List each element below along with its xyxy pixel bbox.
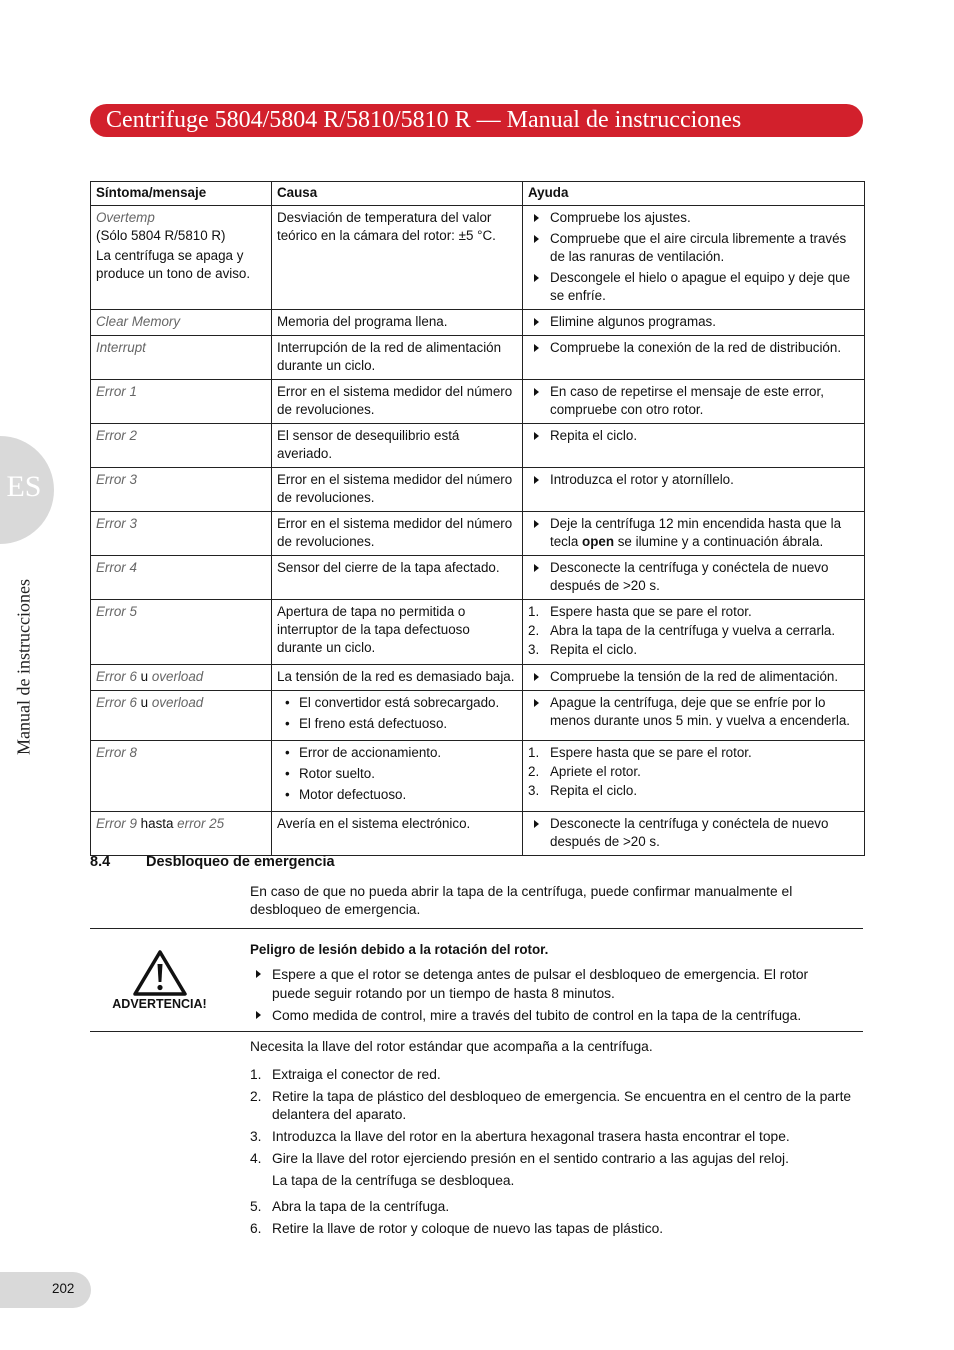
col-header-symptom: Síntoma/mensaje [91, 182, 272, 206]
cause-item: • Error de accionamiento. [285, 745, 442, 760]
symptom-message: Clear Memory [96, 314, 181, 329]
symptom-cell [91, 600, 272, 665]
key-name-open: open [582, 534, 615, 549]
symptom-note: La centrífuga se apaga y produce un tono de aviso. [96, 248, 251, 281]
help-step: 2. Abra la tapa de la centrífuga y vuelva a cerrarla. [528, 623, 836, 638]
cause-item: • El freno está defectuoso. [285, 716, 448, 731]
warning-title: Peligro de lesión debido a la rotación del rotor. [250, 942, 549, 957]
help-cell [523, 424, 865, 468]
triangle-bullet-icon [534, 214, 539, 222]
symptom-cell [91, 424, 272, 468]
symptom-note: (Sólo 5804 R/5810 R) [96, 228, 226, 243]
cause-cell: Sensor del cierre de la tapa afectado. [272, 556, 523, 600]
section-title: Desbloqueo de emergencia [146, 854, 335, 870]
help-cell [523, 336, 865, 380]
warning-triangle-icon [133, 950, 187, 996]
section-number: 8.4 [90, 854, 111, 870]
procedure-step: 4. Gire la llave del rotor ejerciendo presión en el sentido contrario a las agujas del reloj. La tapa de la centrífuga se desbloquea. [250, 1150, 860, 1190]
triangle-bullet-icon [534, 520, 539, 528]
help-item: Desconecte la centrífuga y conéctela de nuevo después de >20 s. [528, 815, 859, 851]
triangle-bullet-icon [534, 432, 539, 440]
symptom-cell [91, 336, 272, 380]
table-row [91, 424, 865, 468]
symptom-cell [91, 468, 272, 512]
symptom-message: Overtemp [96, 210, 155, 225]
help-cell [523, 665, 865, 691]
table-row [91, 556, 865, 600]
manual-title-bar: Centrifuge 5804/5804 R/5810/5810 R — Manual de instrucciones [90, 104, 863, 137]
table-row [91, 310, 865, 336]
triangle-bullet-icon [534, 673, 539, 681]
section-intro: En caso de que no pueda abrir la tapa de la centrífuga, puede confirmar manualmente el desbloqueo de emergencia. [250, 884, 793, 917]
help-item: Descongele el hielo o apague el equipo y deje que se enfríe. [528, 269, 859, 305]
help-cell [523, 468, 865, 512]
col-header-help: Ayuda [523, 182, 865, 206]
triangle-bullet-icon [534, 318, 539, 326]
help-item: Introduzca el rotor y atorníllelo. [528, 471, 859, 489]
symptom-message: Error 8 [96, 745, 137, 760]
warning-item: Como medida de control, mire a través del tubito de control en la tapa de la centrífuga. [250, 1006, 850, 1025]
triangle-bullet-icon [256, 970, 261, 978]
cause-cell: Error en el sistema medidor del número de revoluciones. [272, 512, 523, 556]
procedure-step: 3. Introduzca la llave del rotor en la abertura hexagonal trasera hasta encontrar el tope. [250, 1129, 790, 1144]
symptom-cell [91, 512, 272, 556]
table-row [91, 741, 865, 812]
cause-cell [272, 691, 523, 741]
symptom-message: Error 4 [96, 560, 137, 575]
table-header-row [91, 182, 865, 206]
help-cell [523, 380, 865, 424]
help-item: Repita el ciclo. [528, 427, 859, 445]
triangle-bullet-icon [534, 344, 539, 352]
help-item: Compruebe los ajustes. [528, 209, 859, 227]
table-row [91, 380, 865, 424]
triangle-bullet-icon [534, 476, 539, 484]
procedure-steps [250, 1066, 860, 1242]
symptom-cell [91, 206, 272, 310]
table-row [91, 600, 865, 665]
help-step: 1. Espere hasta que se pare el rotor. [528, 604, 752, 619]
triangle-bullet-icon [534, 820, 539, 828]
table-row [91, 512, 865, 556]
table-row [91, 665, 865, 691]
help-item: Compruebe que el aire circula libremente a través de las ranuras de ventilación. [528, 230, 859, 266]
help-item: Apague la centrífuga, deje que se enfríe por lo menos durante unos 5 min. y vuelva a encenderla. [528, 694, 859, 730]
help-item: Compruebe la tensión de la red de alimentación. [528, 668, 859, 686]
step-result: La tapa de la centrífuga se desbloquea. [272, 1173, 515, 1188]
help-step: 3. Repita el ciclo. [528, 783, 638, 798]
cause-cell: Error en el sistema medidor del número de revoluciones. [272, 380, 523, 424]
warning-item: Espere a que el rotor se detenga antes de pulsar el desbloqueo de emergencia. El rotor puede seguir rotando por un tiempo de hasta 8 minutos. [250, 965, 850, 1003]
help-cell [523, 600, 865, 665]
cause-item: • Rotor suelto. [285, 766, 375, 781]
help-cell [523, 512, 865, 556]
help-cell [523, 691, 865, 741]
cause-cell: La tensión de la red es demasiado baja. [272, 665, 523, 691]
table-row [91, 206, 865, 310]
help-item: Desconecte la centrífuga y conéctela de nuevo después de >20 s. [528, 559, 859, 595]
troubleshooting-table [90, 181, 865, 856]
help-step: 2. Apriete el rotor. [528, 764, 641, 779]
help-cell [523, 556, 865, 600]
cause-cell: Memoria del programa llena. [272, 310, 523, 336]
symptom-cell: Error 6 u overload [91, 665, 272, 691]
symptom-cell: Error 9 hasta error 25 [91, 812, 272, 856]
cause-cell: Apertura de tapa no permitida o interruptor de la tapa defectuoso durante un ciclo. [272, 600, 523, 665]
symptom-cell [91, 310, 272, 336]
symptom-message: Error 6 [96, 695, 137, 710]
symptom-message: Interrupt [96, 340, 146, 355]
triangle-bullet-icon [534, 699, 539, 707]
page-number: 202 [52, 1281, 75, 1296]
symptom-message: Error 5 [96, 604, 137, 619]
triangle-bullet-icon [534, 235, 539, 243]
warning-list [250, 965, 850, 1028]
symptom-message: Error 9 [96, 816, 137, 831]
help-item: Deje la centrífuga 12 min encendida hasta que la tecla open se ilumine y a continuación ábrala. [528, 515, 859, 551]
procedure-intro: Necesita la llave del rotor estándar que acompaña a la centrífuga. [250, 1039, 653, 1054]
cause-item: • El convertidor está sobrecargado. [285, 695, 500, 710]
symptom-message: Error 6 [96, 669, 137, 684]
table-row [91, 691, 865, 741]
symptom-message: Error 3 [96, 472, 137, 487]
warning-top-rule [90, 928, 863, 929]
help-cell [523, 206, 865, 310]
triangle-bullet-icon [534, 388, 539, 396]
help-cell [523, 741, 865, 812]
procedure-step: 6. Retire la llave de rotor y coloque de nuevo las tapas de plástico. [250, 1221, 664, 1236]
table-row [91, 468, 865, 512]
procedure-step: 2. Retire la tapa de plástico del desbloqueo de emergencia. Se encuentra en el centro de la parte delantera del aparato. [250, 1089, 852, 1122]
cause-item: • Motor defectuoso. [285, 787, 407, 802]
symptom-message: Error 3 [96, 516, 137, 531]
symptom-message: Error 1 [96, 384, 137, 399]
symptom-message: Error 2 [96, 428, 137, 443]
cause-cell [272, 741, 523, 812]
help-item: Compruebe la conexión de la red de distribución. [528, 339, 859, 357]
col-header-cause: Causa [272, 182, 523, 206]
triangle-bullet-icon [256, 1011, 261, 1019]
symptom-cell: Error 6 u overload [91, 691, 272, 741]
triangle-bullet-icon [534, 564, 539, 572]
symptom-cell [91, 741, 272, 812]
symptom-cell [91, 380, 272, 424]
help-step: 3. Repita el ciclo. [528, 642, 638, 657]
help-cell [523, 812, 865, 856]
table-row [91, 812, 865, 856]
warning-bottom-rule [90, 1031, 863, 1032]
language-code: ES [6, 470, 42, 503]
help-step: 1. Espere hasta que se pare el rotor. [528, 745, 752, 760]
page-number-tab [0, 1272, 91, 1308]
help-cell [523, 310, 865, 336]
procedure-step: 1. Extraiga el conector de red. [250, 1067, 441, 1082]
cause-cell: Avería en el sistema electrónico. [272, 812, 523, 856]
help-item: Elimine algunos programas. [528, 313, 859, 331]
cause-cell: Error en el sistema medidor del número de revoluciones. [272, 468, 523, 512]
cause-cell: Desviación de temperatura del valor teórico en la cámara del rotor: ±5 °C. [272, 206, 523, 310]
help-item: En caso de repetirse el mensaje de este error, compruebe con otro rotor. [528, 383, 859, 419]
procedure-step: 5. Abra la tapa de la centrífuga. [250, 1199, 450, 1214]
triangle-bullet-icon [534, 274, 539, 282]
cause-cell: Interrupción de la red de alimentación durante un ciclo. [272, 336, 523, 380]
warning-label: ADVERTENCIA! [112, 997, 207, 1011]
symptom-cell [91, 556, 272, 600]
vertical-section-label-text: Manual de instrucciones [13, 579, 34, 755]
cause-cell: El sensor de desequilibrio está averiado. [272, 424, 523, 468]
table-row [91, 336, 865, 380]
